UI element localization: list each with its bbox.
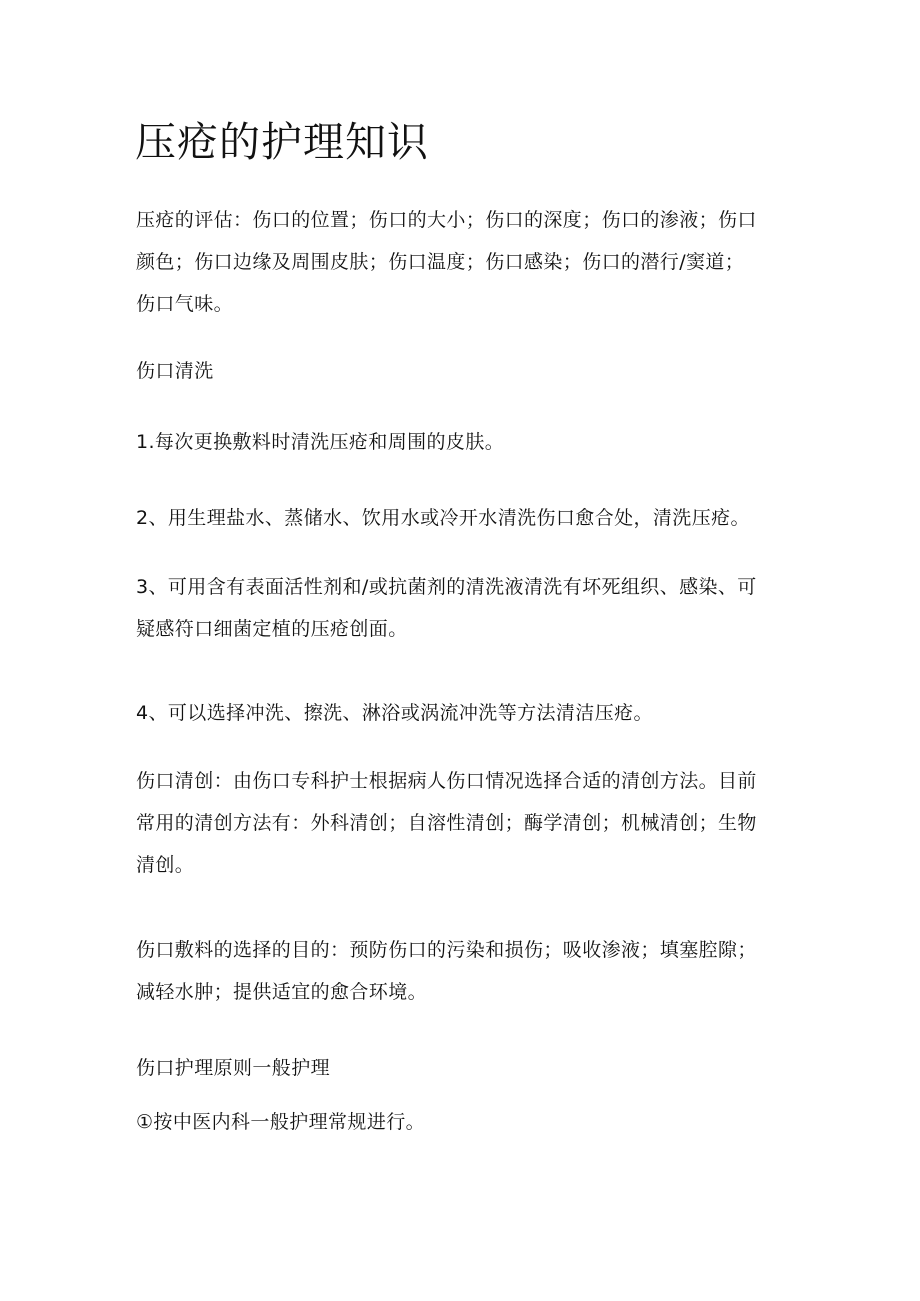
- cleaning-item-3-line-2: 疑感符口细菌定植的压疮创面。: [136, 618, 408, 640]
- principle-heading-text: 伤口护理原则一般护理: [136, 1057, 331, 1079]
- debridement-paragraph: [136, 760, 786, 886]
- assessment-line-2: 颜色；伤口边缘及周围皮肤；伤口温度；伤口感染；伤口的潜行/窦道；: [136, 251, 745, 273]
- principle-heading: [136, 1047, 786, 1089]
- debridement-line-3: 清创。: [136, 854, 195, 876]
- cleaning-item-4: [136, 692, 786, 734]
- cleaning-item-3-line-1: 3、可用含有表面活性剂和/或抗菌剂的清洗液清洗有坏死组织、感染、可: [136, 576, 757, 598]
- principle-item-text: ①按中医内科一般护理常规进行。: [136, 1111, 426, 1133]
- dressing-paragraph: [136, 929, 786, 1013]
- assessment-line-1: 压疮的评估：伤口的位置；伤口的大小；伤口的深度；伤口的渗液；伤口: [136, 209, 757, 231]
- assessment-line-3: 伤口气味。: [136, 293, 234, 315]
- dressing-line-1: 伤口敷料的选择的目的：预防伤口的污染和损伤；吸收渗液；填塞腔隙；: [136, 939, 757, 961]
- cleaning-item-4-line-1: 4、可以选择冲洗、擦洗、淋浴或涡流冲洗等方法清洁压疮。: [136, 702, 653, 724]
- cleaning-heading-text: 伤口清洗: [136, 360, 214, 382]
- dressing-line-2: 减轻水肿；提供适宜的愈合环境。: [136, 981, 428, 1003]
- debridement-line-1: 伤口清创：由伤口专科护士根据病人伤口情况选择合适的清创方法。目前: [136, 770, 757, 792]
- cleaning-item-3: [136, 566, 786, 650]
- cleaning-item-1: [136, 421, 786, 463]
- cleaning-item-2-line-1: 2、用生理盐水、蒸储水、饮用水或冷开水清洗伤口愈合处，清洗压疮。: [136, 507, 750, 529]
- cleaning-item-1-line-1: 1.每次更换敷料时清洗压疮和周围的皮肤。: [136, 431, 505, 453]
- cleaning-item-2: [136, 497, 786, 539]
- assessment-paragraph: [136, 199, 786, 325]
- debridement-line-2: 常用的清创方法有：外科清创；自溶性清创；酶学清创；机械清创；生物: [136, 812, 757, 834]
- page-title: 压疮的护理知识: [135, 118, 429, 166]
- cleaning-heading: [136, 350, 786, 392]
- principle-item: [136, 1101, 786, 1143]
